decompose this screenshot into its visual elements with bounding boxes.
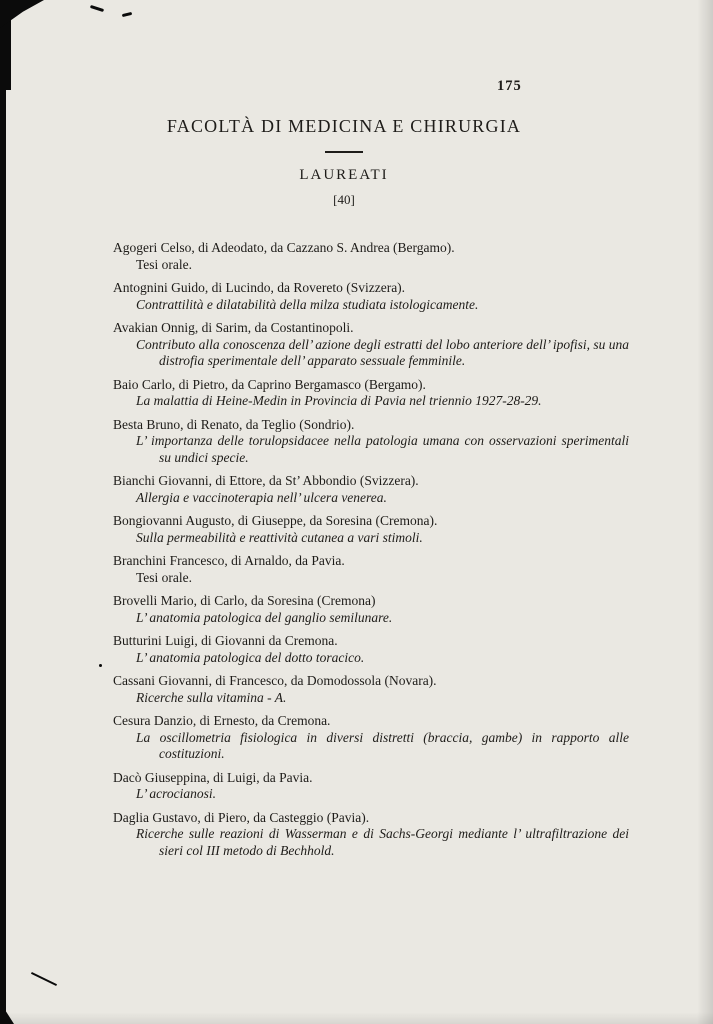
thesis-title: L’ anatomia patologica del dotto toracico. [136,649,365,665]
thesis-title: Sulla permeabilità e reattività cutanea a vari stimoli. [136,529,423,545]
graduate-name: Cassani Giovanni, di Francesco, da Domodossola (Novara). [113,673,437,688]
graduate-name: Avakian Onnig, di Sarim, da Costantinopoli. [113,320,354,335]
ink-speck-artifact [99,664,102,667]
thesis-title: L’ importanza delle torulopsidacee nella patologia umana con osservazioni sperimentali su undici specie. [136,433,629,465]
page-edge-shadow [0,1012,713,1024]
graduate-entry [113,673,629,706]
graduate-entry [113,810,629,860]
graduate-entry [113,593,629,626]
graduate-name: Butturini Luigi, di Giovanni da Cremona. [113,633,338,648]
graduate-name: Brovelli Mario, di Carlo, da Soresina (Cremona) [113,593,376,608]
graduate-entry [113,280,629,313]
section-heading: LAUREATI [299,166,389,183]
graduate-name: Bianchi Giovanni, di Ettore, da St’ Abbondio (Svizzera). [113,473,419,488]
graduate-entry [113,417,629,467]
oral-exam-note: Tesi orale. [136,569,193,585]
thesis-title: Ricerche sulla vitamina - A. [136,689,287,705]
thesis-title: Contrattilità e dilatabilità della milza studiata istologicamente. [136,296,479,312]
oral-exam-note: Tesi orale. [136,256,193,272]
thesis-title: Contributo alla conoscenza dell’ azione degli estratti del lobo anteriore dell’ ipofisi, su una distrofia sperimentale dell’ apparato sessuale femminile. [136,336,629,368]
graduate-name: Branchini Francesco, di Arnaldo, da Pavia. [113,553,345,568]
graduate-name: Baio Carlo, di Pietro, da Caprino Bergamasco (Bergamo). [113,376,426,392]
page-number: 175 [497,78,522,94]
thesis-title: Ricerche sulle reazioni di Wasserman e di Sachs-Georgi mediante l’ ultrafiltrazione dei sieri col III metodo di Bechhold. [136,826,629,858]
thesis-title: Allergia e vaccinoterapia nell’ ulcera venerea. [136,489,387,505]
title-divider [325,151,363,153]
graduate-entry [113,770,629,803]
graduate-name: Agogeri Celso, di Adeodato, da Cazzano S. Andrea (Bergamo). [113,240,455,255]
ink-mark-artifact [31,972,57,986]
graduate-name: Cesura Danzio, di Ernesto, da Cremona. [113,713,331,728]
graduate-entry [113,713,629,763]
graduate-name: Daglia Gustavo, di Piero, da Casteggio (Pavia). [113,809,370,825]
entry-count: [40] [333,191,355,207]
page-edge-shadow [697,0,713,1024]
graduate-name: Antognini Guido, di Lucindo, da Rovereto (Svizzera). [113,280,406,295]
page-title: FACOLTÀ DI MEDICINA E CHIRURGIA [166,116,522,136]
thesis-title: La malattia di Heine-Medin in Provincia di Pavia nel triennio 1927-28-29. [136,393,542,408]
graduate-entry [113,473,629,506]
thesis-title: L’ anatomia patologica del ganglio semilunare. [136,609,393,625]
graduate-list [113,240,629,866]
graduate-name: Bongiovanni Augusto, di Giuseppe, da Soresina (Cremona). [113,513,438,528]
thesis-title: La oscillometria fisiologica in diversi distretti (braccia, gambe) in rapporto alle costituzioni. [136,729,629,761]
graduate-entry [113,553,629,586]
page-header [70,0,618,208]
graduate-entry [113,240,629,273]
graduate-entry [113,513,629,546]
graduate-name: Dacò Giuseppina, di Luigi, da Pavia. [113,769,313,785]
graduate-entry [113,320,629,370]
thesis-title: L’ acrocianosi. [136,786,216,801]
graduate-entry [113,377,629,410]
graduate-name: Besta Bruno, di Renato, da Teglio (Sondrio). [113,416,355,432]
scan-edge-artifact [0,0,6,1024]
graduate-entry [113,633,629,666]
